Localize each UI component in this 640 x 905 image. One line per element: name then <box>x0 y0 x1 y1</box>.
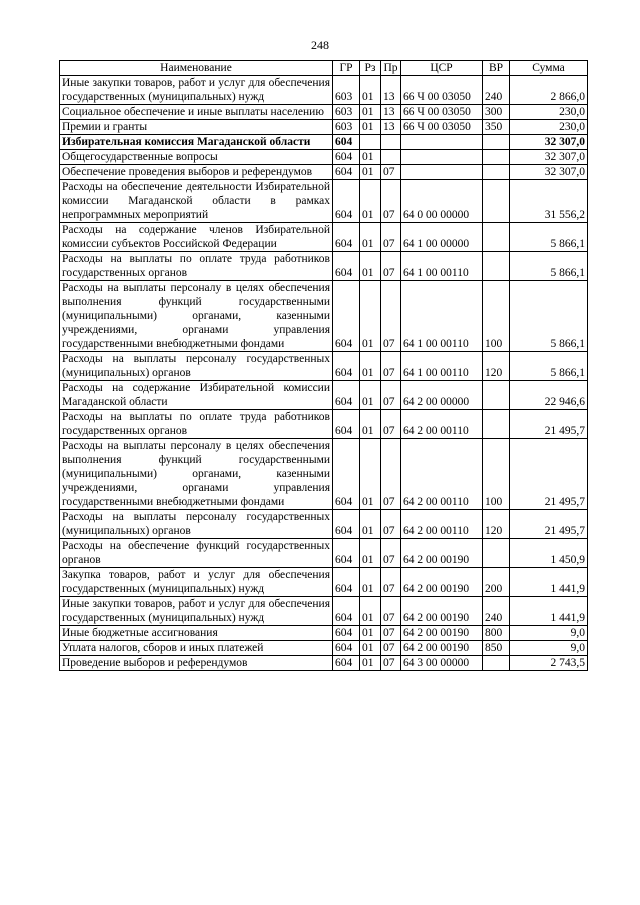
cell-vr: 120 <box>483 352 510 381</box>
cell-vr <box>483 165 510 180</box>
cell-csr: 64 2 00 00190 <box>401 539 483 568</box>
cell-gr: 604 <box>333 281 360 352</box>
cell-name: Расходы на выплаты персоналу в целях обеспечения выполнения функций государственными (муниципальными) органами, казенными учреждениями, органами управления государственными внебюджетными фондами <box>60 281 333 352</box>
cell-csr <box>401 150 483 165</box>
cell-name: Расходы на обеспечение деятельности Избирательной комиссии Магаданской области в рамках непрограммных мероприятий <box>60 180 333 223</box>
cell-name: Расходы на содержание членов Избирательной комиссии субъектов Российской Федерации <box>60 223 333 252</box>
cell-sum: 31 556,2 <box>510 180 588 223</box>
cell-gr: 604 <box>333 135 360 150</box>
cell-pr: 13 <box>381 120 401 135</box>
table-row <box>60 352 588 381</box>
cell-gr: 603 <box>333 105 360 120</box>
cell-gr: 604 <box>333 439 360 510</box>
cell-pr: 07 <box>381 252 401 281</box>
table-row <box>60 165 588 180</box>
cell-pr: 07 <box>381 597 401 626</box>
cell-sum: 9,0 <box>510 626 588 641</box>
table-row <box>60 626 588 641</box>
cell-sum: 32 307,0 <box>510 165 588 180</box>
cell-pr <box>381 150 401 165</box>
cell-name: Расходы на выплаты персоналу государственных (муниципальных) органов <box>60 352 333 381</box>
cell-pr: 07 <box>381 281 401 352</box>
cell-pr: 07 <box>381 626 401 641</box>
cell-name: Иные закупки товаров, работ и услуг для обеспечения государственных (муниципальных) нужд <box>60 597 333 626</box>
header-csr: ЦСР <box>401 61 483 76</box>
cell-pr: 13 <box>381 105 401 120</box>
table-row <box>60 381 588 410</box>
cell-rz: 01 <box>360 120 381 135</box>
cell-vr: 100 <box>483 439 510 510</box>
cell-vr: 240 <box>483 76 510 105</box>
budget-table <box>59 60 588 671</box>
cell-name: Премии и гранты <box>60 120 333 135</box>
cell-rz: 01 <box>360 656 381 671</box>
cell-sum: 5 866,1 <box>510 252 588 281</box>
cell-vr: 350 <box>483 120 510 135</box>
cell-gr: 604 <box>333 352 360 381</box>
cell-pr: 07 <box>381 568 401 597</box>
cell-vr: 800 <box>483 626 510 641</box>
cell-name: Обеспечение проведения выборов и референдумов <box>60 165 333 180</box>
header-row <box>60 61 588 76</box>
cell-vr <box>483 410 510 439</box>
cell-rz: 01 <box>360 626 381 641</box>
cell-sum: 5 866,1 <box>510 281 588 352</box>
cell-csr: 66 Ч 00 03050 <box>401 120 483 135</box>
cell-name: Расходы на выплаты по оплате труда работников государственных органов <box>60 410 333 439</box>
table-row <box>60 641 588 656</box>
cell-name: Расходы на выплаты по оплате труда работников государственных органов <box>60 252 333 281</box>
cell-vr: 240 <box>483 597 510 626</box>
cell-rz: 01 <box>360 281 381 352</box>
cell-vr <box>483 150 510 165</box>
cell-rz: 01 <box>360 150 381 165</box>
cell-gr: 604 <box>333 656 360 671</box>
cell-gr: 603 <box>333 120 360 135</box>
table-row <box>60 281 588 352</box>
cell-name: Уплата налогов, сборов и иных платежей <box>60 641 333 656</box>
cell-sum: 32 307,0 <box>510 150 588 165</box>
cell-vr <box>483 135 510 150</box>
cell-name: Расходы на выплаты персоналу государственных (муниципальных) органов <box>60 510 333 539</box>
cell-pr: 07 <box>381 439 401 510</box>
cell-pr: 07 <box>381 641 401 656</box>
table-row <box>60 252 588 281</box>
page-number: 248 <box>311 38 329 52</box>
cell-sum: 1 441,9 <box>510 568 588 597</box>
cell-csr: 64 2 00 00110 <box>401 410 483 439</box>
cell-csr: 64 0 00 00000 <box>401 180 483 223</box>
cell-gr: 604 <box>333 180 360 223</box>
cell-csr: 64 3 00 00000 <box>401 656 483 671</box>
cell-rz: 01 <box>360 597 381 626</box>
header-name: Наименование <box>60 61 333 76</box>
table-row <box>60 539 588 568</box>
table-row <box>60 120 588 135</box>
table-row <box>60 568 588 597</box>
cell-sum: 1 441,9 <box>510 597 588 626</box>
cell-csr: 64 2 00 00190 <box>401 641 483 656</box>
table-row <box>60 223 588 252</box>
cell-gr: 604 <box>333 510 360 539</box>
cell-rz: 01 <box>360 105 381 120</box>
cell-csr: 64 2 00 00110 <box>401 439 483 510</box>
cell-sum: 5 866,1 <box>510 352 588 381</box>
cell-rz: 01 <box>360 439 381 510</box>
cell-rz: 01 <box>360 76 381 105</box>
cell-name: Общегосударственные вопросы <box>60 150 333 165</box>
cell-rz: 01 <box>360 510 381 539</box>
table-row <box>60 135 588 150</box>
cell-pr: 07 <box>381 510 401 539</box>
cell-sum: 230,0 <box>510 120 588 135</box>
header-sum: Сумма <box>510 61 588 76</box>
cell-sum: 21 495,7 <box>510 410 588 439</box>
header-vr: ВР <box>483 61 510 76</box>
cell-vr <box>483 180 510 223</box>
cell-csr: 64 1 00 00000 <box>401 223 483 252</box>
cell-sum: 9,0 <box>510 641 588 656</box>
cell-sum: 21 495,7 <box>510 439 588 510</box>
header-rz: Рз <box>360 61 381 76</box>
table-row <box>60 656 588 671</box>
cell-csr: 64 2 00 00190 <box>401 568 483 597</box>
table-row <box>60 105 588 120</box>
cell-pr: 07 <box>381 165 401 180</box>
cell-vr: 100 <box>483 281 510 352</box>
cell-rz: 01 <box>360 568 381 597</box>
cell-gr: 603 <box>333 76 360 105</box>
table-row <box>60 510 588 539</box>
cell-rz: 01 <box>360 352 381 381</box>
cell-csr: 66 Ч 00 03050 <box>401 105 483 120</box>
cell-name: Иные закупки товаров, работ и услуг для обеспечения государственных (муниципальных) нужд <box>60 76 333 105</box>
cell-gr: 604 <box>333 381 360 410</box>
cell-pr: 07 <box>381 180 401 223</box>
cell-rz <box>360 135 381 150</box>
cell-rz: 01 <box>360 165 381 180</box>
cell-rz: 01 <box>360 252 381 281</box>
cell-pr: 07 <box>381 223 401 252</box>
table-row <box>60 439 588 510</box>
cell-sum: 2 866,0 <box>510 76 588 105</box>
cell-name: Расходы на выплаты персоналу в целях обеспечения выполнения функций государственными (муниципальными) органами, казенными учреждениями, органами управления государственными внебюджетными фондами <box>60 439 333 510</box>
cell-name: Закупка товаров, работ и услуг для обеспечения государственных (муниципальных) нужд <box>60 568 333 597</box>
cell-gr: 604 <box>333 641 360 656</box>
cell-name: Избирательная комиссия Магаданской области <box>60 135 333 150</box>
cell-csr: 64 2 00 00000 <box>401 381 483 410</box>
cell-csr: 64 2 00 00190 <box>401 597 483 626</box>
cell-gr: 604 <box>333 539 360 568</box>
cell-sum: 2 743,5 <box>510 656 588 671</box>
cell-vr: 300 <box>483 105 510 120</box>
cell-rz: 01 <box>360 381 381 410</box>
cell-gr: 604 <box>333 597 360 626</box>
cell-csr: 64 1 00 00110 <box>401 252 483 281</box>
cell-vr: 200 <box>483 568 510 597</box>
cell-rz: 01 <box>360 410 381 439</box>
table-row <box>60 180 588 223</box>
cell-name: Расходы на содержание Избирательной комиссии Магаданской области <box>60 381 333 410</box>
table-row <box>60 150 588 165</box>
cell-pr: 07 <box>381 381 401 410</box>
cell-sum: 32 307,0 <box>510 135 588 150</box>
cell-rz: 01 <box>360 180 381 223</box>
cell-csr <box>401 135 483 150</box>
cell-csr: 64 2 00 00190 <box>401 626 483 641</box>
cell-sum: 230,0 <box>510 105 588 120</box>
cell-pr: 07 <box>381 410 401 439</box>
table-row <box>60 410 588 439</box>
cell-name: Проведение выборов и референдумов <box>60 656 333 671</box>
cell-rz: 01 <box>360 223 381 252</box>
cell-rz: 01 <box>360 641 381 656</box>
cell-gr: 604 <box>333 150 360 165</box>
cell-csr <box>401 165 483 180</box>
cell-sum: 5 866,1 <box>510 223 588 252</box>
cell-pr: 07 <box>381 539 401 568</box>
cell-vr <box>483 539 510 568</box>
table-row <box>60 597 588 626</box>
cell-vr: 120 <box>483 510 510 539</box>
cell-csr: 66 Ч 00 03050 <box>401 76 483 105</box>
cell-sum: 1 450,9 <box>510 539 588 568</box>
cell-pr: 13 <box>381 76 401 105</box>
header-pr: Пр <box>381 61 401 76</box>
table-header <box>60 61 588 76</box>
cell-vr <box>483 381 510 410</box>
cell-pr: 07 <box>381 352 401 381</box>
cell-gr: 604 <box>333 626 360 641</box>
cell-name: Иные бюджетные ассигнования <box>60 626 333 641</box>
cell-vr <box>483 223 510 252</box>
cell-vr: 850 <box>483 641 510 656</box>
cell-name: Расходы на обеспечение функций государственных органов <box>60 539 333 568</box>
cell-vr <box>483 252 510 281</box>
cell-rz: 01 <box>360 539 381 568</box>
table-body <box>60 76 588 671</box>
cell-gr: 604 <box>333 223 360 252</box>
cell-gr: 604 <box>333 252 360 281</box>
cell-gr: 604 <box>333 410 360 439</box>
cell-pr <box>381 135 401 150</box>
table-row <box>60 76 588 105</box>
cell-csr: 64 1 00 00110 <box>401 352 483 381</box>
cell-pr: 07 <box>381 656 401 671</box>
header-gr: ГР <box>333 61 360 76</box>
cell-csr: 64 1 00 00110 <box>401 281 483 352</box>
cell-sum: 21 495,7 <box>510 510 588 539</box>
cell-csr: 64 2 00 00110 <box>401 510 483 539</box>
cell-gr: 604 <box>333 165 360 180</box>
cell-gr: 604 <box>333 568 360 597</box>
cell-sum: 22 946,6 <box>510 381 588 410</box>
cell-name: Социальное обеспечение и иные выплаты населению <box>60 105 333 120</box>
cell-vr <box>483 656 510 671</box>
